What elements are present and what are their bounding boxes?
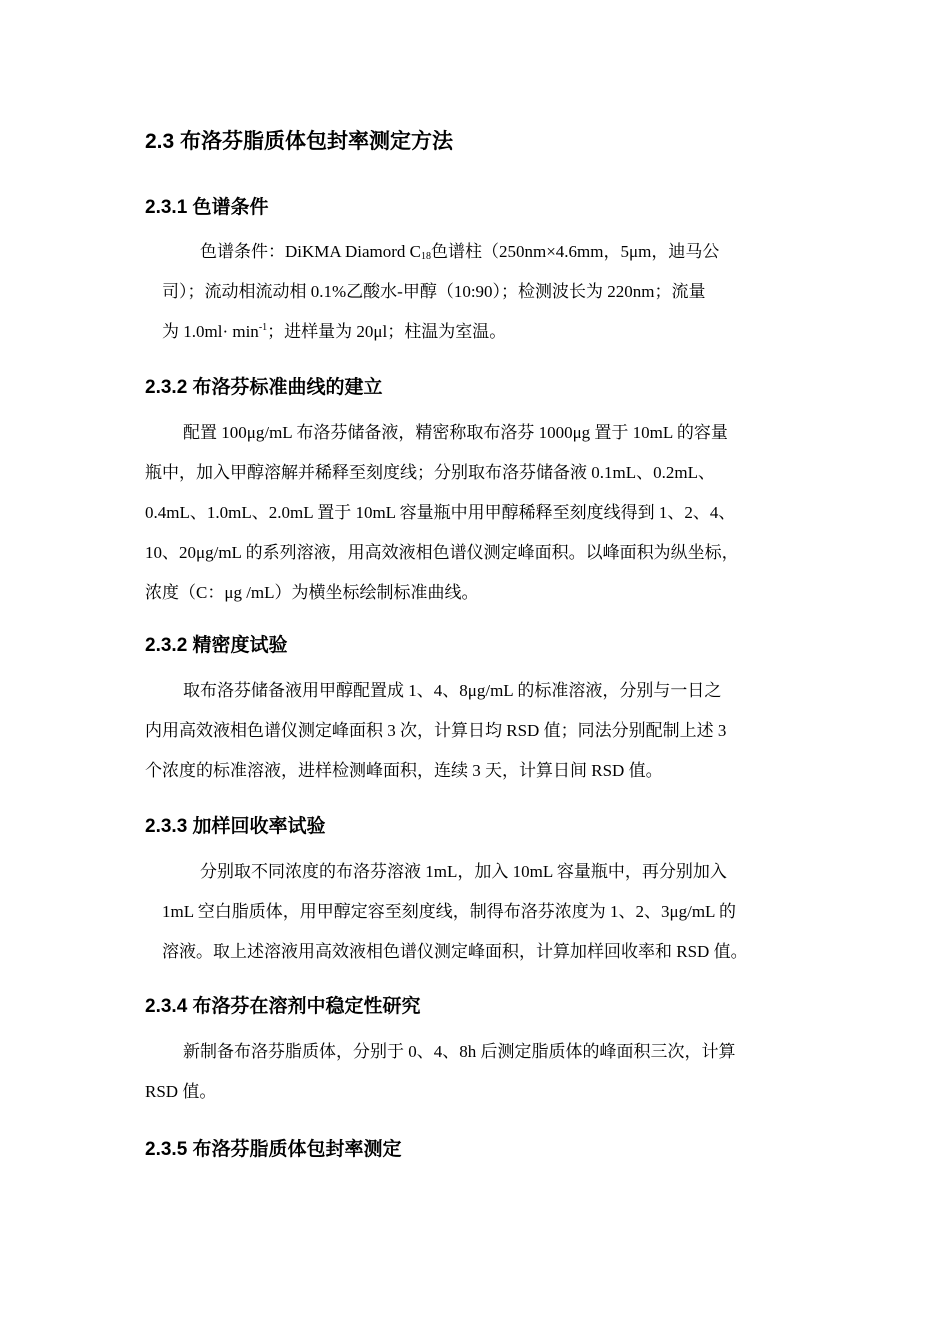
paragraph-line bbox=[162, 312, 719, 352]
paragraph-line: 10、20μg/mL 的系列溶液，用高效液相色谱仪测定峰面积。以峰面积为纵坐标， bbox=[145, 543, 739, 562]
paragraph-line: 瓶中，加入甲醇溶解并稀释至刻度线；分别取布洛芬储备液 0.1mL、0.2mL、 bbox=[145, 463, 715, 482]
text-run: ；进样量为 20μl；柱温为室温。 bbox=[267, 322, 507, 341]
paragraph-recovery-test bbox=[162, 852, 748, 972]
subscript: 18 bbox=[421, 251, 431, 262]
heading-recovery-test: 2.3.3 加样回收率试验 bbox=[145, 816, 326, 837]
paragraph-line: 内用高效液相色谱仪测定峰面积 3 次，计算日均 RSD 值；同法分别配制上述 3 bbox=[145, 721, 727, 740]
paragraph-chromatography-conditions bbox=[162, 232, 719, 352]
paragraph-line: RSD 值。 bbox=[145, 1082, 217, 1101]
heading-standard-curve: 2.3.2 布洛芬标准曲线的建立 bbox=[145, 377, 383, 398]
heading-precision-test: 2.3.2 精密度试验 bbox=[145, 635, 288, 656]
paragraph-line: 新制备布洛芬脂质体，分别于 0、4、8h 后测定脂质体的峰面积三次，计算 bbox=[183, 1042, 736, 1061]
paragraph-line: 0.4mL、1.0mL、2.0mL 置于 10mL 容量瓶中用甲醇稀释至刻度线得到 1、2、4、 bbox=[145, 503, 736, 522]
heading-chromatography-conditions: 2.3.1 色谱条件 bbox=[145, 197, 269, 218]
heading-encapsulation-efficiency: 2.3.5 布洛芬脂质体包封率测定 bbox=[145, 1139, 402, 1160]
section-title: 2.3 布洛芬脂质体包封率测定方法 bbox=[145, 130, 454, 153]
paragraph-line: 浓度（C：μg /mL）为横坐标绘制标准曲线。 bbox=[145, 583, 479, 602]
text-run: 为 1.0ml· min bbox=[162, 322, 259, 341]
paragraph-line: 个浓度的标准溶液，进样检测峰面积，连续 3 天，计算日间 RSD 值。 bbox=[145, 761, 663, 780]
superscript: -1 bbox=[258, 322, 268, 333]
paragraph-line: 司）；流动相流动相 0.1%乙酸水-甲醇（10:90）；检测波长为 220nm；流量 bbox=[162, 282, 706, 301]
paragraph-line: 1mL 空白脂质体，用甲醇定容至刻度线，制得布洛芬浓度为 1、2、3μg/mL 的 bbox=[162, 902, 737, 921]
paragraph-precision-test bbox=[145, 671, 726, 791]
text-run: 色谱条件：DiKMA Diamord C bbox=[200, 242, 421, 261]
text-run: 色谱柱（250nm×4.6mm，5μm，迪马公 bbox=[431, 242, 720, 261]
paragraph-line: 取布洛芬储备液用甲醇配置成 1、4、8μg/mL 的标准溶液，分别与一日之 bbox=[183, 681, 722, 700]
paragraph-line: 溶液。取上述溶液用高效液相色谱仪测定峰面积，计算加样回收率和 RSD 值。 bbox=[162, 942, 748, 961]
paragraph-line bbox=[162, 232, 719, 272]
paragraph-standard-curve bbox=[145, 413, 739, 613]
paragraph-solvent-stability bbox=[145, 1032, 736, 1112]
paragraph-line: 分别取不同浓度的布洛芬溶液 1mL，加入 10mL 容量瓶中，再分别加入 bbox=[200, 862, 727, 881]
paragraph-line: 配置 100μg/mL 布洛芬储备液，精密称取布洛芬 1000μg 置于 10mL 的容量 bbox=[183, 423, 728, 442]
heading-solvent-stability: 2.3.4 布洛芬在溶剂中稳定性研究 bbox=[145, 996, 421, 1017]
